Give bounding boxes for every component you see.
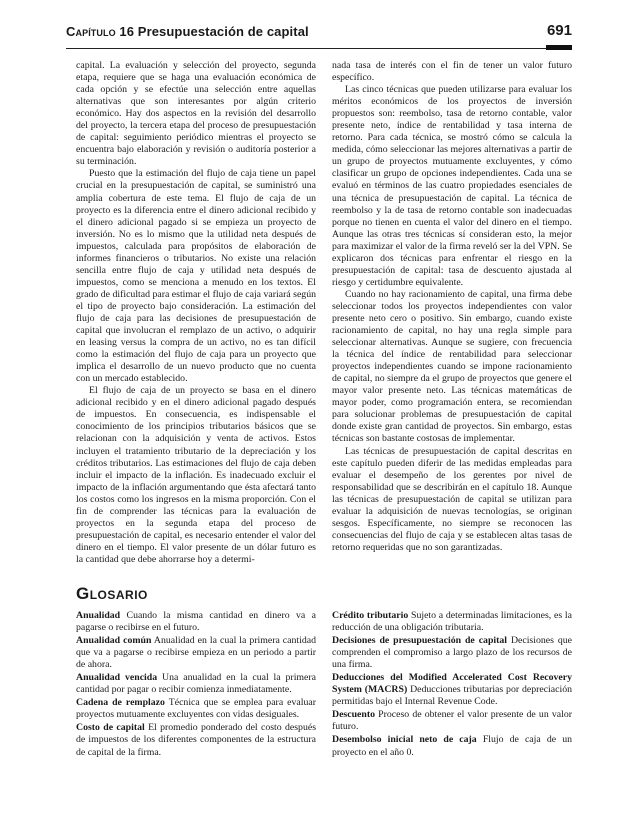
glossary-entry — [76, 672, 316, 696]
glossary-definition: Decisiones que comprenden el compromiso a largo plazo de los recursos de una firma. — [332, 635, 572, 671]
glossary-entry — [332, 734, 572, 758]
glossary-definition: Deducciones tributarias por depreciación permitidas bajo el Internal Revenue Code. — [332, 684, 572, 708]
glossary-definition: Una anualidad en la cual la primera cantidad por pagar o recibir comienza inmediatamente. — [76, 672, 316, 696]
glossary-entry — [76, 635, 316, 671]
glossary-definition: El promedio ponderado del costo después de impuestos de los diferentes componentes de la estructura de capital de la firma. — [76, 722, 317, 758]
chapter-heading — [66, 24, 309, 39]
glossary-column-right — [332, 610, 572, 760]
chapter-number: 16 — [119, 24, 135, 39]
paragraph: Puesto que la estimación del flujo de caja tiene un papel crucial en la presupuestación de capital, se suministró una amplia cobertura de este tema. El flujo de caja de un proyecto es la diferencia entre el dinero adicional recibido y el dinero adicional pagado si se empieza un proyecto de inversión. No es lo mismo que la utilidad neta después de impuestos, calculada para propósitos de elaboración de informes financieros o tributarios. No existe una relación sencilla entre flujo de caja y utilidad neta después de impuestos, como se menciona a menudo en los textos. El grado de dificultad para estimar el flujo de caja variará según el tipo de proyecto bajo consideración. La estimación del flujo de caja para las decisiones de presupuestación de capital que involucran el remplazo de un activo, o adquirir en leasing versus la compra de un activo, no es tan difícil como la estimación del flujo de caja para un proyecto que implica el desarrollo de un nuevo producto que no cuenta con un mercado establecido. — [76, 168, 316, 385]
glossary-definition: Sujeto a determinadas limitaciones, es la reducción de una obligación tributaria. — [332, 610, 572, 634]
paragraph: Cuando no hay racionamiento de capital, una firma debe seleccionar todos los proyectos independientes con valor presente neto cero o positivo. Sin embargo, cuando existe racionamiento de capital, no hay una regla simple para seleccionar alternativas. Aunque se sugiere, con frecuencia la técnica del índice de rentabilidad para seleccionar proyectos independientes cuando se impone racionamiento de capital, no siempre da el grupo de proyectos que genere el mayor valor presente neto. Las técnicas matemáticas de mayor poder, como programación entera, se recomiendan para solucionar problemas de presupuestación de capital donde existe gran cantidad de proyectos. Sin embargo, estas técnicas son bastante costosas de implementar. — [332, 288, 572, 445]
glossary-term: Deducciones del Modified Accelerated Cost Recovery System (MACRS) — [332, 672, 572, 696]
running-header — [66, 24, 572, 44]
page-number: 691 — [546, 22, 572, 39]
glossary-term: Crédito tributario — [332, 610, 409, 621]
header-rule — [66, 48, 572, 49]
glossary-entry — [332, 610, 572, 634]
glossary-definition: Técnica que se emplea para evaluar proyectos mutuamente excluyentes con vidas desiguales. — [76, 697, 316, 721]
body-column-left — [76, 60, 316, 566]
glossary-definition: Cuando la misma cantidad en dinero va a pagarse o recibirse en el futuro. — [76, 610, 317, 634]
glossary-heading: Glosario — [76, 584, 148, 603]
glossary-definition: Anualidad en la cual la primera cantidad que va a pagarse o recibirse empieza en un periodo a partir de ahora. — [76, 635, 316, 671]
glossary-entry — [76, 610, 316, 634]
body-column-right — [332, 60, 572, 554]
paragraph: Las cinco técnicas que pueden utilizarse para evaluar los méritos económicos de los proyectos de inversión propuestos son: reembolso, tasa de retorno contable, valor presente neto, índice de rentabilidad y tasa interna de retorno. Para cada técnica, se mostró cómo se calcula la medida, cómo seleccionar las mejores alternativas a partir de un grupo de proyectos mutuamente excluyentes, y cómo clasificar un grupo de opciones independientes. Cada una se evaluó en términos de las cuatro propiedades esenciales de una técnica de presupuestación de capital. La técnica de reembolso y la de tasa de retorno contable son inadecuadas porque no tienen en cuenta el valor del dinero en el tiempo. Aunque las otras tres técnicas sí consideran esto, la mejor para maximizar el valor de la firma reveló ser la del VPN. Se explicaron dos técnicas para enfrentar el riesgo en la presupuestación de capital: tasa de descuento ajustada al riesgo y certidumbre equivalente. — [332, 84, 572, 288]
chapter-prefix: Capítulo — [66, 24, 116, 39]
glossary-column-left — [76, 610, 316, 760]
glossary-entry — [332, 635, 572, 671]
glossary-definition: Proceso de obtener el valor presente de un valor futuro. — [332, 709, 572, 733]
paragraph: capital. La evaluación y selección del proyecto, segunda etapa, requiere que se haga una evaluación económica de cada opción y se efectúe una selección entre aquellas alternativas que son interesantes por algún criterio económico. Hay dos aspectos en la revisión del desarrollo del proyecto, la tercera etapa del proceso de presupuestación de capital: seguimiento periódico mientras el proyecto se encuentra bajo elaboración y revisión o auditoría posterior a su terminación. — [76, 60, 316, 168]
glossary-entry — [76, 722, 316, 758]
glossary-term: Anualidad vencida — [76, 672, 158, 684]
glossary-entry — [332, 672, 572, 708]
glossary-entry — [76, 697, 316, 721]
chapter-title: Presupuestación de capital — [137, 24, 309, 39]
glossary-term: Anualidad común — [76, 635, 152, 647]
glossary-term: Decisiones de presupuestación de capital — [332, 635, 507, 647]
glossary-term: Desembolso inicial neto de caja — [332, 734, 477, 746]
glossary-term: Anualidad — [76, 610, 121, 621]
glossary-entry — [332, 709, 572, 733]
paragraph: El flujo de caja de un proyecto se basa en el dinero adicional recibido y en el dinero adicional pagado después de impuestos. En consecuencia, es indispensable el conocimiento de los principios tributarios básicos que se relacionan con la adquisición y venta de activos. Estos incluyen el tratamiento tributario de la depreciación y los créditos tributarios. Las estimaciones del flujo de caja deben incluir el impacto de la inflación. Es inadecuado excluir el impacto de la inflación argumentando que ésta afectará tanto los costos como los ingresos en la misma proporción. Con el fin de comprender las técnicas para la evaluación de proyectos en la segunda etapa del proceso de presupuestación de capital, es necesario entender el valor del dinero en el tiempo. El valor presente de un dólar futuro es la cantidad que debe ahorrarse hoy a determi- — [76, 385, 316, 565]
paragraph: nada tasa de interés con el fin de tener un valor futuro específico. — [332, 60, 572, 84]
header-rule-tab — [546, 45, 572, 50]
paragraph: Las técnicas de presupuestación de capital descritas en este capítulo pueden diferir de las medidas empleadas para evaluar el desempeño de los gerentes por nivel de responsabilidad que se describirán en el capítulo 18. Aunque las técnicas de presupuestación de capital se utilizan para evaluar la adquisición de nuevas tecnologías, se originan sesgos. Específicamente, no siempre se reconocen las consecuencias del flujo de caja y se establecen altas tasas de retorno requeridas que no son garantizadas. — [332, 445, 572, 553]
glossary-definition: Flujo de caja de un proyecto en el año 0. — [332, 734, 572, 758]
glossary-term: Descuento — [332, 709, 375, 721]
glossary-term: Cadena de remplazo — [76, 697, 165, 709]
glossary-term: Costo de capital — [76, 722, 145, 734]
